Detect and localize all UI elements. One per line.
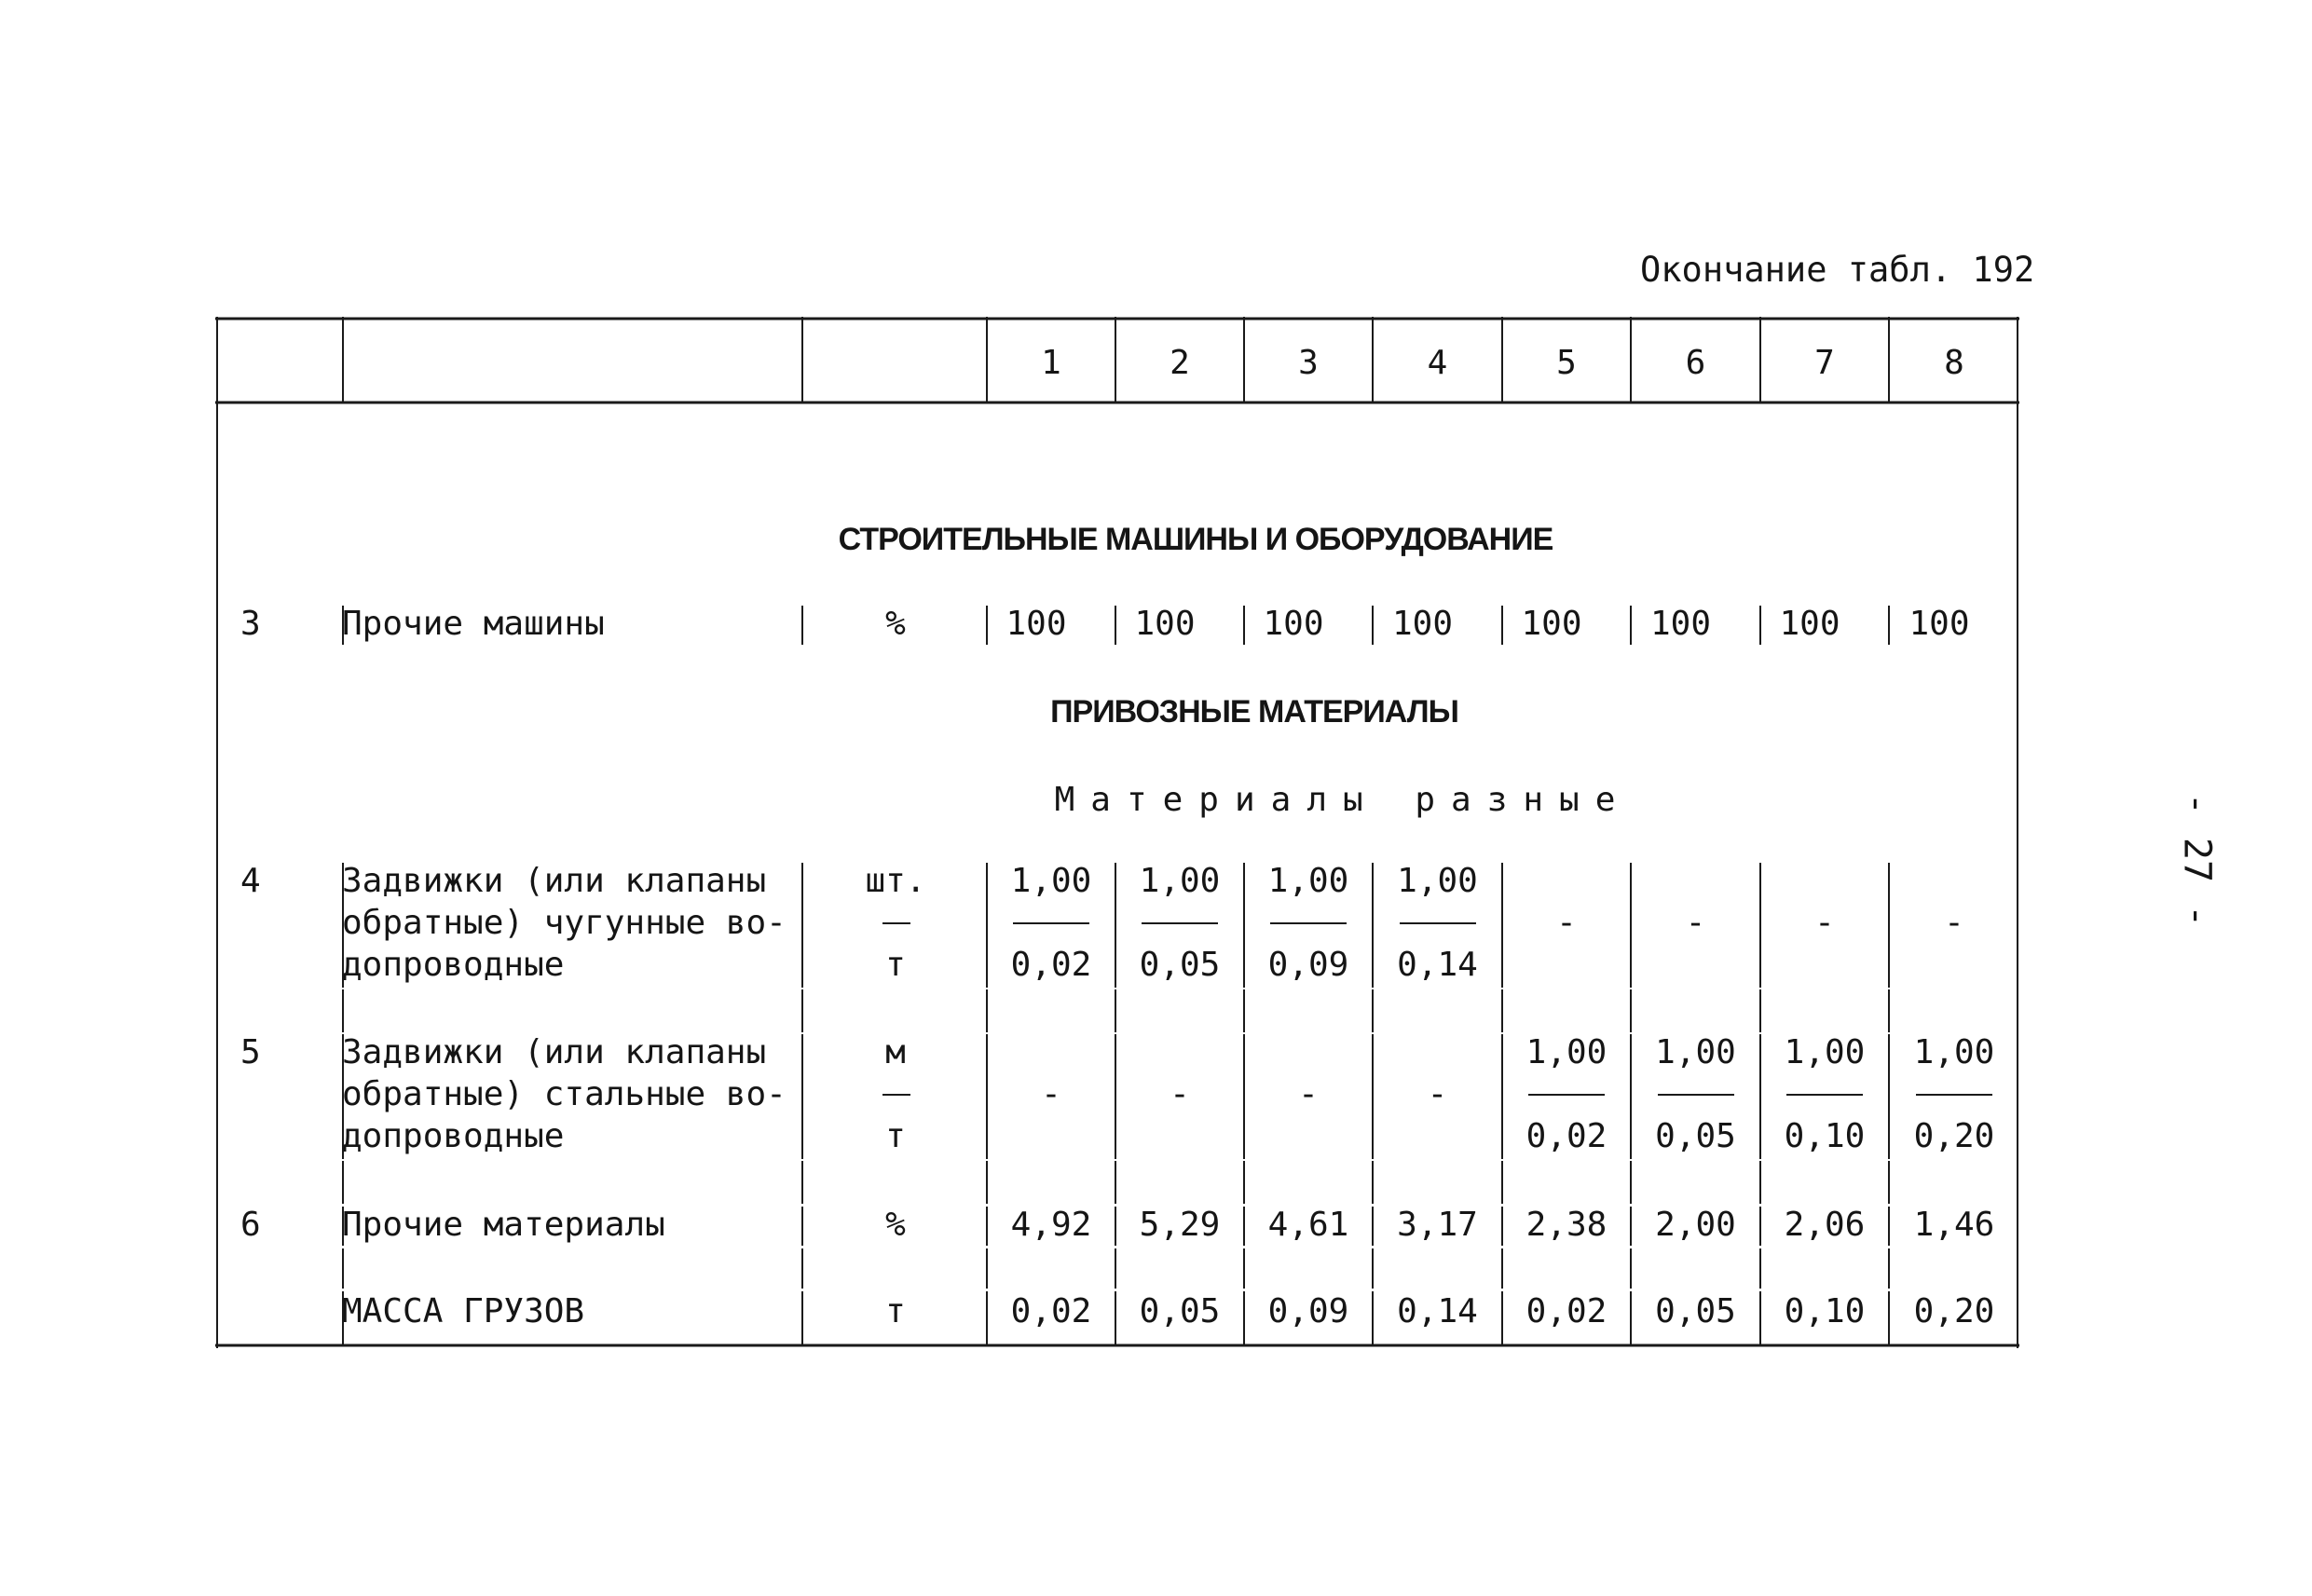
row3-number: 3 bbox=[240, 605, 261, 643]
row5-name-line3: допроводные bbox=[342, 1117, 565, 1155]
row5-value-top: 1,00 bbox=[1913, 1033, 1995, 1071]
header-column-number: 6 bbox=[1685, 344, 1706, 382]
mass-row-name: МАССА ГРУЗОВ bbox=[342, 1292, 585, 1330]
mass-row-value: 0,02 bbox=[1525, 1292, 1607, 1330]
section-machines-heading: СТРОИТЕЛЬНЫЕ МАШИНЫ И ОБОРУДОВАНИЕ bbox=[838, 522, 1553, 557]
row5-value-bottom: 0,20 bbox=[1913, 1117, 1995, 1155]
row5-name-line2: обратные) стальные во- bbox=[342, 1075, 787, 1113]
row5-fraction-bar bbox=[1528, 1094, 1605, 1096]
row5-fraction-bar bbox=[1916, 1094, 1992, 1096]
header-column-number: 1 bbox=[1041, 344, 1061, 382]
row5-unit-bottom: т bbox=[885, 1117, 906, 1155]
row3-value: 100 bbox=[1908, 605, 1970, 643]
header-column-number: 8 bbox=[1944, 344, 1964, 382]
row3-value: 100 bbox=[1521, 605, 1582, 643]
row4-value-top: 1,00 bbox=[1139, 862, 1221, 900]
row5-fraction-bar bbox=[1658, 1094, 1734, 1096]
row4-empty-dash: - bbox=[1556, 904, 1577, 942]
row5-value-top: 1,00 bbox=[1784, 1033, 1866, 1071]
row3-name: Прочие машины bbox=[342, 605, 605, 643]
mass-row-value: 0,05 bbox=[1655, 1292, 1736, 1330]
row6-unit: % bbox=[885, 1206, 906, 1244]
mass-row-value: 0,02 bbox=[1010, 1292, 1092, 1330]
row4-name-line1: Задвижки (или клапаны bbox=[342, 862, 767, 900]
row3-value: 100 bbox=[1649, 605, 1712, 643]
row4-unit-fraction-bar bbox=[882, 922, 910, 924]
mass-row-value: 0,20 bbox=[1913, 1292, 1995, 1330]
row5-name-line1: Задвижки (или клапаны bbox=[342, 1033, 767, 1071]
header-column-number: 5 bbox=[1556, 344, 1577, 382]
row4-name-line3: допроводные bbox=[342, 946, 565, 984]
row4-value-top: 1,00 bbox=[1267, 862, 1349, 900]
row5-empty-dash: - bbox=[1170, 1075, 1190, 1113]
page-number: - 27 - bbox=[2175, 792, 2219, 928]
row4-value-bottom: 0,02 bbox=[1010, 946, 1092, 984]
row3-value: 100 bbox=[1006, 605, 1067, 643]
row4-name-line2: обратные) чугунные во- bbox=[342, 904, 787, 942]
row3-value: 100 bbox=[1779, 605, 1840, 643]
row5-value-bottom: 0,10 bbox=[1784, 1117, 1866, 1155]
row5-value-bottom: 0,05 bbox=[1655, 1117, 1736, 1155]
row3-value: 100 bbox=[1134, 605, 1196, 643]
subsection-heading: Материалы разные bbox=[1054, 781, 1632, 819]
mass-row-value: 0,14 bbox=[1397, 1292, 1478, 1330]
header-column-number: 4 bbox=[1427, 344, 1448, 382]
row5-value-top: 1,00 bbox=[1525, 1033, 1607, 1071]
mass-row-value: 0,09 bbox=[1267, 1292, 1349, 1330]
row5-fraction-bar bbox=[1786, 1094, 1863, 1096]
row3-value: 100 bbox=[1391, 605, 1454, 643]
row6-value: 2,00 bbox=[1655, 1206, 1736, 1244]
row6-value: 2,38 bbox=[1525, 1206, 1607, 1244]
row5-unit-top: м bbox=[885, 1033, 906, 1071]
row4-fraction-bar bbox=[1270, 922, 1347, 924]
row5-number: 5 bbox=[240, 1033, 261, 1071]
row6-value: 1,46 bbox=[1913, 1206, 1995, 1244]
row4-empty-dash: - bbox=[1685, 904, 1706, 942]
mass-row-unit: т bbox=[885, 1292, 906, 1330]
row5-value-bottom: 0,02 bbox=[1525, 1117, 1607, 1155]
row4-empty-dash: - bbox=[1944, 904, 1964, 942]
row4-empty-dash: - bbox=[1814, 904, 1835, 942]
row6-value: 2,06 bbox=[1784, 1206, 1866, 1244]
header-column-number: 7 bbox=[1814, 344, 1835, 382]
row4-unit-bottom: т bbox=[885, 946, 906, 984]
header-column-number: 3 bbox=[1298, 344, 1319, 382]
row3-value: 100 bbox=[1263, 605, 1324, 643]
header-column-number: 2 bbox=[1170, 344, 1190, 382]
row5-empty-dash: - bbox=[1041, 1075, 1061, 1113]
row5-empty-dash: - bbox=[1298, 1075, 1319, 1113]
data-table bbox=[215, 317, 2019, 1348]
mass-row-value: 0,05 bbox=[1139, 1292, 1221, 1330]
row4-value-bottom: 0,09 bbox=[1267, 946, 1349, 984]
row4-value-bottom: 0,14 bbox=[1397, 946, 1478, 984]
row6-number: 6 bbox=[240, 1206, 261, 1244]
row4-fraction-bar bbox=[1400, 922, 1476, 924]
row4-number: 4 bbox=[240, 862, 261, 900]
mass-row-value: 0,10 bbox=[1784, 1292, 1866, 1330]
row5-value-top: 1,00 bbox=[1655, 1033, 1736, 1071]
section-materials-heading: ПРИВОЗНЫЕ МАТЕРИАЛЫ bbox=[1050, 694, 1458, 730]
row6-value: 5,29 bbox=[1139, 1206, 1221, 1244]
table-caption: Окончание табл. 192 bbox=[1640, 250, 2035, 290]
row4-unit-top: шт. bbox=[865, 862, 926, 900]
row6-name: Прочие материалы bbox=[342, 1206, 665, 1244]
row4-value-top: 1,00 bbox=[1010, 862, 1092, 900]
row6-value: 4,61 bbox=[1267, 1206, 1349, 1244]
row4-fraction-bar bbox=[1142, 922, 1218, 924]
table-grid-lines bbox=[215, 317, 2019, 1348]
row5-empty-dash: - bbox=[1427, 1075, 1448, 1113]
row3-unit: % bbox=[885, 605, 906, 643]
row5-unit-fraction-bar bbox=[882, 1094, 910, 1096]
row6-value: 3,17 bbox=[1397, 1206, 1478, 1244]
row6-value: 4,92 bbox=[1010, 1206, 1092, 1244]
row4-fraction-bar bbox=[1013, 922, 1089, 924]
row4-value-top: 1,00 bbox=[1397, 862, 1478, 900]
row4-value-bottom: 0,05 bbox=[1139, 946, 1221, 984]
